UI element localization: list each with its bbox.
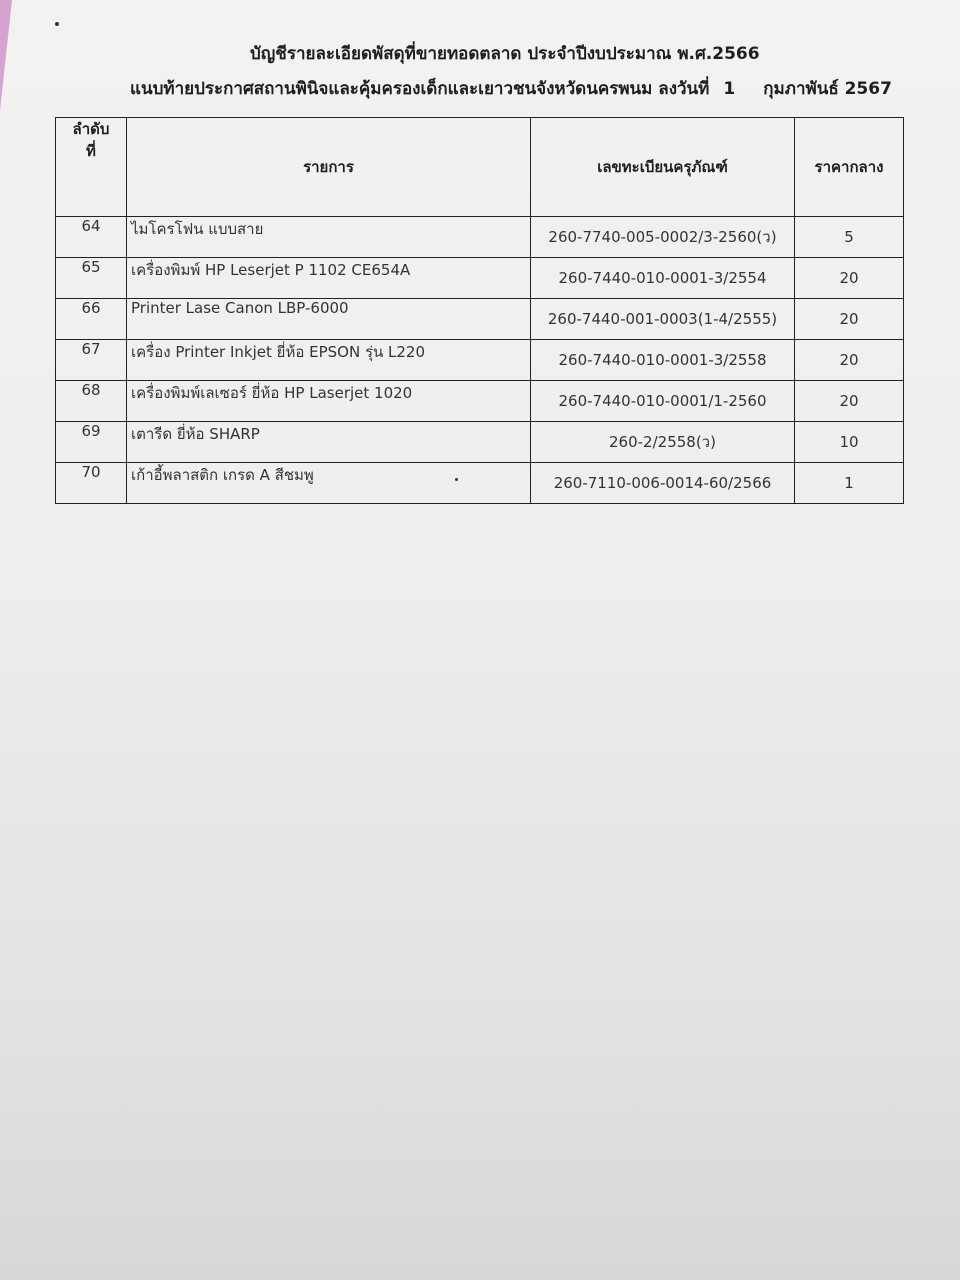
cell-no: 67 (56, 340, 127, 381)
cell-item: เครื่องพิมพ์เลเซอร์ ยี่ห้อ HP Laserjet 1020 (127, 381, 531, 422)
cell-no: 70 (56, 463, 127, 504)
cell-registration: 260-7440-010-0001-3/2558 (531, 340, 795, 381)
header-price: ราคากลาง (795, 118, 904, 217)
cell-no: 65 (56, 258, 127, 299)
subtitle-month-year: กุมภาพันธ์ 2567 (763, 79, 892, 99)
cell-item: เก้าอี้พลาสติก เกรด A สีชมพู (127, 463, 531, 504)
table-row (56, 299, 904, 340)
cell-registration: 260-7740-005-0002/3-2560(ว) (531, 217, 795, 258)
table-row (56, 381, 904, 422)
table-header-row (56, 118, 904, 217)
cell-registration: 260-2/2558(ว) (531, 422, 795, 463)
cell-price: 20 (795, 381, 904, 422)
cell-item: เครื่องพิมพ์ HP Leserjet P 1102 CE654A (127, 258, 531, 299)
cell-price: 5 (795, 217, 904, 258)
cell-price: 20 (795, 299, 904, 340)
cell-no: 69 (56, 422, 127, 463)
cell-price: 20 (795, 258, 904, 299)
table-row (56, 422, 904, 463)
cell-item: เตารีด ยี่ห้อ SHARP (127, 422, 531, 463)
cell-registration: 260-7440-001-0003(1-4/2555) (531, 299, 795, 340)
cell-item: ไมโครโฟน แบบสาย (127, 217, 531, 258)
cell-no: 64 (56, 217, 127, 258)
header-registration: เลขทะเบียนครุภัณฑ์ (531, 118, 795, 217)
cell-no: 68 (56, 381, 127, 422)
subtitle-text: แนบท้ายประกาศสถานพินิจและคุ้มครองเด็กและเยาวชนจังหวัดนครพนม ลงวันที่ (130, 79, 710, 99)
table-row (56, 217, 904, 258)
cell-item: Printer Lase Canon LBP-6000 (127, 299, 531, 340)
paper-speck (55, 22, 59, 26)
cell-registration: 260-7440-010-0001-3/2554 (531, 258, 795, 299)
header-item: รายการ (127, 118, 531, 217)
cell-price: 1 (795, 463, 904, 504)
document-subtitle (130, 75, 892, 102)
table-row (56, 463, 904, 504)
cell-registration: 260-7110-006-0014-60/2566 (531, 463, 795, 504)
header-no (56, 118, 127, 217)
cell-no: 66 (56, 299, 127, 340)
table-row (56, 258, 904, 299)
header-no-line2: ที่ (86, 142, 96, 160)
cell-price: 10 (795, 422, 904, 463)
table-row (56, 340, 904, 381)
items-table (55, 117, 904, 504)
header-no-line1: ลำดับ (72, 120, 110, 138)
document-title: บัญชีรายละเอียดพัสดุที่ขายทอดตลาด ประจำปีงบประมาณ พ.ศ.2566 (250, 44, 760, 64)
cell-registration: 260-7440-010-0001/1-2560 (531, 381, 795, 422)
subtitle-day: 1 (723, 79, 736, 99)
cell-price: 20 (795, 340, 904, 381)
cell-item: เครื่อง Printer Inkjet ยี่ห้อ EPSON รุ่น L220 (127, 340, 531, 381)
